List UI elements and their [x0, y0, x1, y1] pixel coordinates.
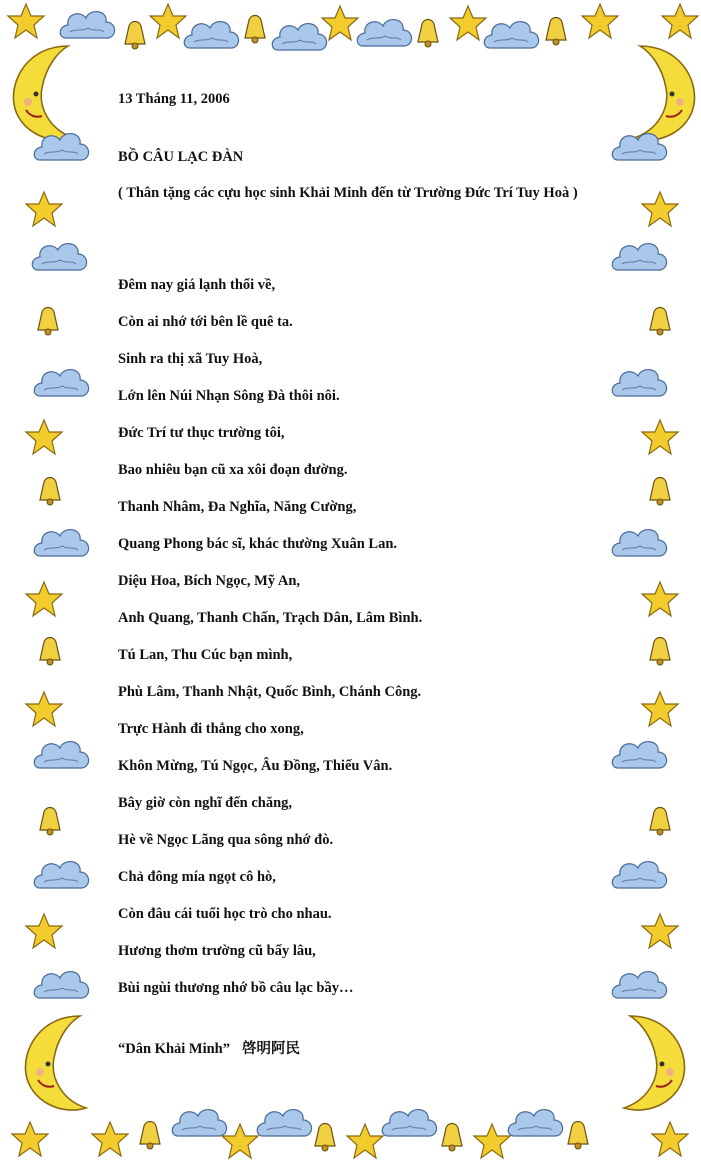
poem-line: Bùi ngùi thương nhớ bồ câu lạc bầy… [118, 980, 354, 996]
poem-line: Còn ai nhớ tới bên lề quê ta. [118, 314, 293, 330]
dedication-note: ( Thân tặng các cựu học sinh Khải Minh đến từ Trường Đức Trí Tuy Hoà ) [118, 185, 578, 201]
poem-line: Diệu Hoa, Bích Ngọc, Mỹ An, [118, 573, 301, 589]
poem-line: Anh Quang, Thanh Chấn, Trạch Dân, Lâm Bình. [118, 610, 423, 626]
poem-line: Khôn Mừng, Tú Ngọc, Âu Đồng, Thiếu Vân. [118, 758, 393, 774]
poem-line: Quang Phong bác sĩ, khác thường Xuân Lan. [118, 536, 398, 552]
poem-line: Phù Lâm, Thanh Nhật, Quốc Bình, Chánh Công. [118, 684, 422, 700]
signature-name: “Dân Khải Minh” [118, 1041, 230, 1057]
poem-line: Hè về Ngọc Lãng qua sông nhớ đò. [118, 832, 334, 848]
poem-line: Lớn lên Núi Nhạn Sông Đà thôi nôi. [118, 388, 340, 404]
poem-line: Hương thơm trường cũ bấy lâu, [118, 943, 316, 959]
signature-line [118, 1041, 300, 1058]
poem-line: Chả đông mía ngọt cô hò, [118, 869, 276, 885]
poem-line: Sinh ra thị xã Tuy Hoà, [118, 351, 263, 367]
poem-line: Bao nhiêu bạn cũ xa xôi đoạn đường. [118, 462, 348, 478]
poem-title: BỒ CÂU LẠC ĐÀN [118, 149, 244, 165]
letter-date: 13 Tháng 11, 2006 [118, 91, 230, 107]
poem-line: Trực Hành đi thẳng cho xong, [118, 721, 304, 737]
poem-line: Bây giờ còn nghĩ đến chăng, [118, 795, 293, 811]
signature-cjk: 啓明阿民 [242, 1041, 300, 1057]
poem-line: Còn đâu cái tuổi học trò cho nhau. [118, 906, 332, 922]
poem-line: Đức Trí tư thục trường tôi, [118, 425, 285, 441]
poem-line: Tú Lan, Thu Cúc bạn mình, [118, 647, 293, 663]
poem-line: Thanh Nhâm, Đa Nghĩa, Năng Cường, [118, 499, 357, 515]
poem-line: Đêm nay giá lạnh thổi về, [118, 277, 276, 293]
